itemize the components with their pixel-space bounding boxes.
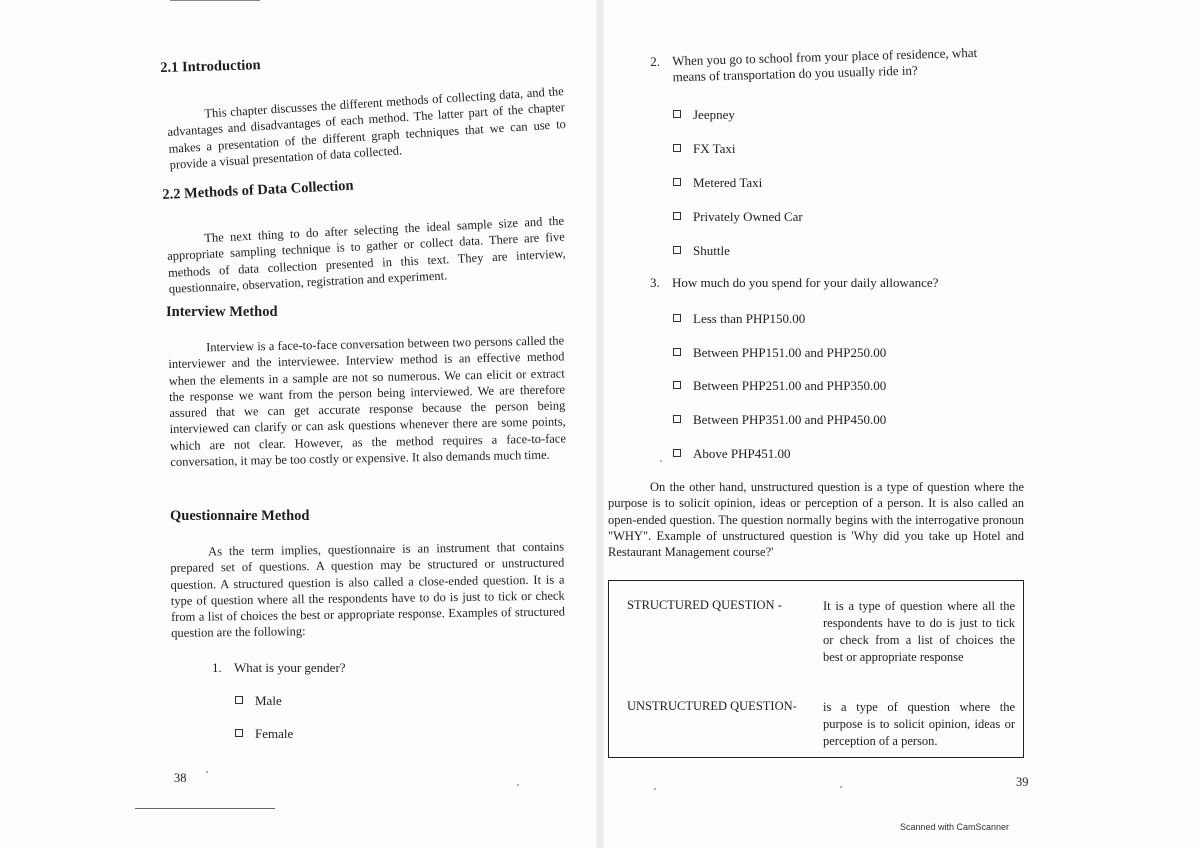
page-number-right: 39 bbox=[1016, 775, 1029, 789]
question-number: 1. bbox=[212, 660, 222, 675]
checkbox-icon[interactable] bbox=[673, 415, 681, 423]
checkbox-icon[interactable] bbox=[673, 348, 681, 356]
scan-speck bbox=[840, 786, 842, 788]
option-label: Privately Owned Car bbox=[693, 209, 803, 224]
option-label: Between PHP151.00 and PHP250.00 bbox=[693, 345, 887, 360]
checkbox-icon[interactable] bbox=[673, 246, 681, 254]
checkbox-icon[interactable] bbox=[673, 144, 681, 152]
option-fx-taxi[interactable] bbox=[673, 141, 736, 157]
definition-term-structured: STRUCTURED QUESTION - bbox=[627, 598, 782, 612]
option-label: Female bbox=[255, 726, 294, 741]
option-jeepney[interactable] bbox=[673, 107, 735, 123]
definition-text-structured: It is a type of question where all the respondents have to do is just to tick or check from a list of choices the best or appropriate response bbox=[823, 599, 1015, 664]
option-privately-owned-car[interactable] bbox=[673, 209, 803, 225]
option-female[interactable] bbox=[235, 726, 293, 742]
option-label: FX Taxi bbox=[693, 141, 736, 156]
unstructured-paragraph bbox=[608, 479, 1024, 560]
interview-paragraph bbox=[168, 332, 566, 470]
introduction-paragraph bbox=[166, 83, 567, 173]
questionnaire-paragraph bbox=[170, 538, 565, 641]
option-label: Jeepney bbox=[693, 107, 735, 122]
section-heading-introduction: 2.1 Introduction bbox=[160, 57, 261, 76]
scan-speck bbox=[206, 771, 208, 773]
questionnaire-text: As the term implies, questionnaire is an instrument that contains prepared set of questions. A question may be structured or unstructured question. A structured question is also called a close-ended question. It is a type of question where all the respondents have to do is just to tick or check from a list of choices the best or appropriate response. Examples of structured question are the following: bbox=[170, 539, 566, 641]
definition-term-unstructured: UNSTRUCTURED QUESTION- bbox=[627, 699, 797, 713]
option-label: Shuttle bbox=[693, 243, 730, 258]
page-number-left: 38 bbox=[174, 771, 187, 785]
section-heading-methods: 2.2 Methods of Data Collection bbox=[162, 177, 354, 203]
question-2 bbox=[650, 45, 978, 86]
option-label: Metered Taxi bbox=[693, 175, 763, 190]
scan-speck bbox=[654, 788, 656, 790]
scan-speck bbox=[517, 784, 519, 786]
checkbox-icon[interactable] bbox=[673, 110, 681, 118]
question-text-line-2: means of transportation do you usually ride in? bbox=[672, 62, 918, 85]
option-label: Male bbox=[255, 693, 282, 708]
checkbox-icon[interactable] bbox=[235, 696, 243, 704]
introduction-text: This chapter discusses the different methods of collecting data, and the advantages and disadvantages of each method. The latter part of the chapter makes a presentation of the different graph techniques that we can use to provide a visual presentation of data collected. bbox=[167, 84, 567, 172]
option-label: Above PHP451.00 bbox=[693, 446, 791, 461]
option-shuttle[interactable] bbox=[673, 243, 730, 259]
question-number: 2. bbox=[650, 53, 661, 69]
option-above-451[interactable] bbox=[673, 446, 791, 462]
checkbox-icon[interactable] bbox=[673, 449, 681, 457]
question-3 bbox=[650, 275, 938, 291]
option-251-to-350[interactable] bbox=[673, 378, 886, 394]
question-number: 3. bbox=[650, 275, 660, 290]
option-metered-taxi[interactable] bbox=[673, 175, 762, 191]
checkbox-icon[interactable] bbox=[673, 212, 681, 220]
methods-text: The next thing to do after selecting the ideal sample size and the appropriate sampling technique is to gather or collect data. There are five methods of data collection presented in this text. They are interview, questionnaire, observation, registration and experiment. bbox=[166, 213, 566, 296]
option-less-than-150[interactable] bbox=[673, 311, 805, 327]
unstructured-text: On the other hand, unstructured question is a type of question where the purpose is to solicit opinion, ideas or perception of a person. It is also called an open-ended question. The question normally begins with the interrogative pronoun "WHY". Example of unstructured question is 'Why did you take up Hotel and Restaurant Management course?' bbox=[608, 480, 1024, 560]
question-text: How much do you spend for your daily allowance? bbox=[672, 275, 939, 290]
question-text: What is your gender? bbox=[234, 660, 346, 675]
interview-text: Interview is a face-to-face conversation between two persons called the interviewer and the interviewee. Interview method is an effective method when the elements in a sample are not so numerous. We can elicit or extract the response we want from the person being interviewed. We are therefore assured that we can get accurate response because the person being interviewed can clarify or can ask questions whenever there are some points, which are not clear. However, as the method requires a face-to-face conversation, it may be too costly or expensive. It also demands much time. bbox=[168, 333, 567, 470]
option-351-to-450[interactable] bbox=[673, 412, 886, 428]
scan-speck bbox=[660, 460, 662, 462]
checkbox-icon[interactable] bbox=[673, 178, 681, 186]
question-1 bbox=[212, 660, 346, 676]
checkbox-icon[interactable] bbox=[673, 381, 681, 389]
option-male[interactable] bbox=[235, 693, 282, 709]
scanner-watermark: Scanned with CamScanner bbox=[900, 822, 1010, 832]
option-label: Between PHP351.00 and PHP450.00 bbox=[693, 412, 887, 427]
definition-text-unstructured: is a type of question where the purpose is to solicit opinion, ideas or perception of a person. bbox=[823, 700, 1015, 748]
checkbox-icon[interactable] bbox=[673, 314, 681, 322]
subheading-interview-method: Interview Method bbox=[166, 304, 278, 320]
option-label: Between PHP251.00 and PHP350.00 bbox=[693, 378, 887, 393]
option-label: Less than PHP150.00 bbox=[693, 311, 806, 326]
option-151-to-250[interactable] bbox=[673, 345, 886, 361]
definition-box bbox=[608, 580, 1024, 758]
question-text-line-1: When you go to school from your place of residence, what bbox=[671, 44, 978, 69]
subheading-questionnaire-method: Questionnaire Method bbox=[170, 508, 310, 524]
checkbox-icon[interactable] bbox=[235, 729, 243, 737]
methods-paragraph bbox=[166, 213, 567, 298]
